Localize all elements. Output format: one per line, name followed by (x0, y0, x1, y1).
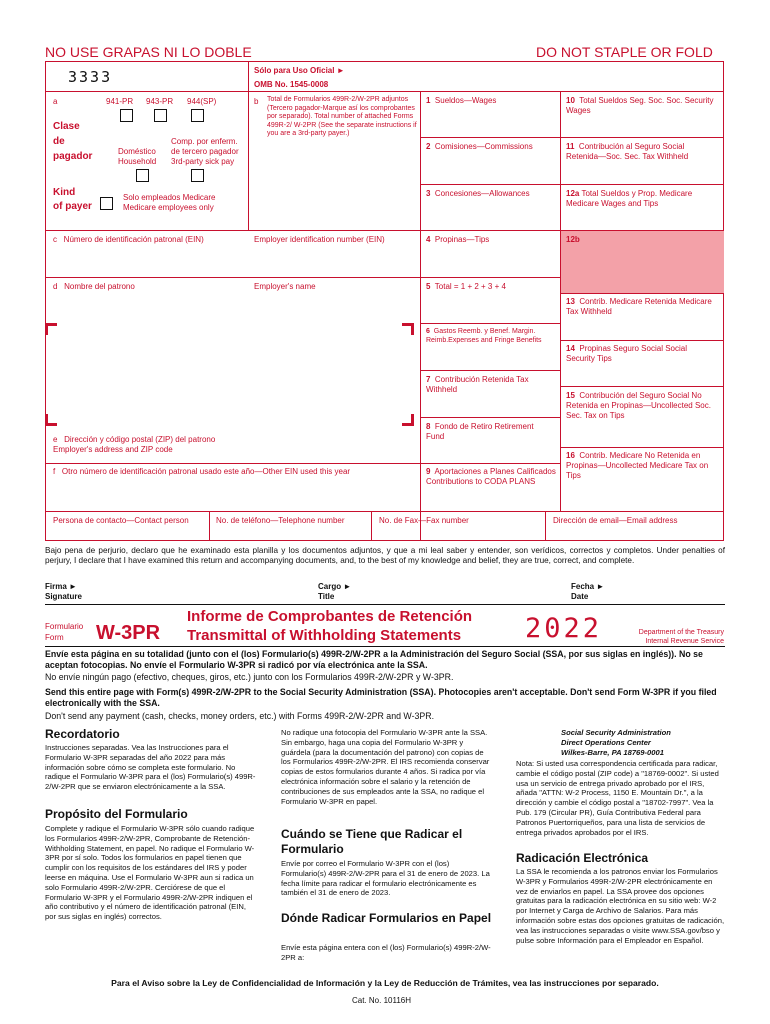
box-12b-label: 12b (566, 235, 580, 244)
ssa-address: Social Security Administration Direct Operations Center Wilkes-Barre, PA 18769-0001 (561, 728, 671, 757)
form-label: Formulario Form (45, 622, 84, 642)
box-2-label: 2 Comisiones—Commissions (426, 142, 533, 151)
box-10-label: 10 Total Sueldos Seg. Soc. Soc. Security Wages (566, 96, 714, 115)
form-id: W-3PR (96, 622, 161, 644)
no-staple-es: NO USE GRAPAS NI LO DOBLE (45, 44, 252, 60)
type-941pr-label: 941-PR (106, 97, 134, 106)
catalog-number: Cat. No. 10116H (352, 996, 411, 1005)
box-4-label: 4 Propinas—Tips (426, 235, 490, 244)
checkbox-medicare-only[interactable] (100, 197, 113, 210)
box-12a-label: 12a Total Sueldos y Prop. Medicare Medicare Wages and Tips (566, 189, 693, 208)
title-label: Cargo ► Title (318, 582, 352, 601)
reminder-heading: Recordatorio (45, 727, 120, 741)
box-6-label: 6 Gastos Reemb. y Benef. Margin. Reimb.Expenses and Fringe Benefits (426, 328, 542, 344)
box-3-label: 3 Concesiones—Allowances (426, 189, 530, 198)
box-8-label: 8 Fondo de Retiro Retirement Fund (426, 422, 534, 441)
department: Department of the Treasury Internal Revenue Service (638, 629, 724, 645)
when-to-file-heading: Cuándo se Tiene que Radicar el Formulario (281, 827, 463, 856)
instruction-4: Don't send any payment (cash, checks, money orders, etc.) with Forms 499R-2/W-2PR and W-3PR. (45, 711, 435, 721)
where-to-file-heading: Dónde Radicar Formularios en Papel (281, 911, 492, 925)
perjury-statement: Bajo pena de perjurio, declaro que he examinado esta planilla y los documentos adjuntos, y que a mi leal saber y entender, son verídicos, correctos y completos. Under penalties of perjury, I declare that I have examined this return and accompanying documents, and, to the best of my knowledge and belief, they are true, correct, and complete. (45, 546, 725, 565)
privacy-notice: Para el Aviso sobre la Ley de Confidencialidad de Información y la Ley de Reducción de Trámites, vea las instrucciones por separado. (111, 978, 659, 988)
box-e-label: e Dirección y código postal (ZIP) del patrono Employer's address and ZIP code (53, 435, 216, 454)
box-d-label: d Nombre del patrono (53, 282, 135, 291)
no-staple-en: DO NOT STAPLE OR FOLD (536, 44, 713, 60)
box-1-label: 1 Sueldos—Wages (426, 96, 497, 105)
instruction-2: No envíe ningún pago (efectivo, cheques, giros, etc.) junto con los Formularios 499R-2/W-2PR y W-3PR. (45, 672, 454, 682)
date-label: Fecha ► Date (571, 582, 605, 601)
domestic-label: Doméstico Household (118, 147, 157, 166)
checkbox-941pr[interactable] (120, 109, 133, 122)
official-use-label: Sólo para Uso Oficial ► (254, 66, 345, 75)
box-12b-shaded (561, 231, 724, 293)
checkbox-third-party-sick-pay[interactable] (191, 169, 204, 182)
purpose-heading: Propósito del Formulario (45, 807, 188, 821)
box-c-label-en: Employer identification number (EIN) (254, 235, 385, 244)
kind-of-payer-label: Kind of payer (53, 187, 92, 212)
box-16-label: 16 Contrib. Medicare No Retenida en Propinas—Uncollected Medicare Tax on Tips (566, 451, 709, 480)
box-14-label: 14 Propinas Seguro Social Social Security Tips (566, 344, 687, 363)
checkbox-household[interactable] (136, 169, 149, 182)
box-b-letter: b (254, 97, 259, 106)
third-party-sick-pay-label: Comp. por enferm. de tercero pagador 3rd-party sick pay (171, 137, 239, 166)
box-a-letter: a (53, 97, 58, 106)
type-944sp-label: 944(SP) (187, 97, 217, 106)
box-b-label: Total de Formularios 499R-2/W-2PR adjuntos (Tercero pagador-Marque así los comprobantes por separado). Total number of attached Forms 499R-2/ W-2PR (See the separate instructions if you are a 3rd-party payer.) (267, 96, 417, 138)
box-11-label: 11 Contribución al Seguro Social Retenida—Soc. Sec. Tax Withheld (566, 142, 689, 161)
checkbox-943pr[interactable] (154, 109, 167, 122)
e-filing-text: La SSA le recomienda a los patronos enviar los Formularios W-3PR y Formularios 499R-2/W-2PR electrónicamente en vez de enviarlos en papel. La SSA provee dos opciones gratuitas para la radicación electrónica en su sitio web: W-2 por Internet y Carga de Archivo de Salarios. Para más información sobre estas dos opciones gratuitas de radicación, vea las instrucciones separadas o visite www.SSA.gov/bso y pulse sobre Información para el Empleador en Español. (516, 867, 725, 945)
instruction-3: Send this entire page with Form(s) 499R-2/W-2PR to the Social Security Administration (SSA). Photocopies aren't acceptable. Don't send Form W-3PR if you filed electronically with the SSA. (45, 687, 717, 708)
signature-label: Firma ► Signature (45, 582, 82, 601)
certified-mail-note: Nota: Si usted usa correspondencia certificada para radicar, cambie el código postal (ZIP code) a "18769-0002". Si usted usa un servicio de entrega privado aprobado por el IRS, añada "ATTN: W-2 Process, 1150 E. Mountain Dr.", a la dirección y cambie el código postal a "18702-7997". Vea la Pub. 179 (Circular PR), Guía Contributiva Federal para Patronos Puertorriqueños, para una lista de servicios de entrega privados aprobados por el IRS. (516, 759, 719, 837)
phone-label: No. de teléfono—Telephone number (216, 516, 345, 525)
checkbox-944sp[interactable] (191, 109, 204, 122)
box-7-label: 7 Contribución Retenida Tax Withheld (426, 375, 529, 394)
type-943pr-label: 943-PR (146, 97, 174, 106)
form-code: 3333 (68, 68, 113, 86)
tax-year: 2022 (525, 613, 603, 644)
box-13-label: 13 Contrib. Medicare Retenida Medicare Tax Withheld (566, 297, 712, 316)
no-photocopy-text: No radique una fotocopia del Formulario W-3PR ante la SSA. Sin embargo, haga una copia del Formulario W-3PR y guárdela (para la documentación del patrono) con copias de los Formularios 499R-2/W-2PR. El IRS recomienda conservar copias de estos formularios durante 4 años. Si radica por vía electrónica información sobre el salario y la retención de contribuciones de sus empleados ante la SSA, no radique el Formulario W-3PR en papel. (281, 728, 490, 806)
box-9-label: 9 Aportaciones a Planes Calificados Contributions to CODA PLANS (426, 467, 556, 486)
clase-label: Clase de pagador (53, 121, 93, 162)
when-to-file-text: Envíe por correo el Formulario W-3PR con el (los) Formulario(s) 499R-2/W-2PR para el 31 de enero de 2023. La fecha límite para radicar el formulario electrónicamente es también el 31 de enero de 2023. (281, 859, 490, 898)
fax-label: No. de Fax—Fax number (379, 516, 469, 525)
contact-person-label: Persona de contacto—Contact person (53, 516, 189, 525)
form-title: Informe de Comprobantes de Retención Transmittal of Withholding Statements (187, 608, 473, 644)
reminder-text: Instrucciones separadas. Vea las Instrucciones para el Formulario W-3PR separadas del año 2022 para más información sobre cómo se completa este formulario. No radique el Formulario W-3PR para el (los) Formulario(s) 499R-2/W-2PR que se enviaron electrónicamente a la SSA. (45, 743, 256, 792)
box-c-label: c Número de identificación patronal (EIN) (53, 235, 204, 244)
e-filing-heading: Radicación Electrónica (516, 851, 649, 865)
where-to-file-text: Envíe esta página entera con el (los) Formulario(s) 499R-2/W-2PR a: (281, 943, 491, 962)
box-d-label-en: Employer's name (254, 282, 316, 291)
box-f-label: f Otro número de identificación patronal usado este año—Other EIN used this year (53, 467, 351, 476)
email-label: Dirección de email—Email address (553, 516, 678, 525)
box-15-label: 15 Contribución del Seguro Social No Retenida en Propinas—Uncollected Soc. Sec. Tax on Tips (566, 391, 711, 420)
omb-number: OMB No. 1545-0008 (254, 80, 329, 89)
instruction-1: Envíe esta página en su totalidad (junto con el (los) Formulario(s) 499R-2/W-2PR a la Administración del Seguro Social (SSA, por sus siglas en inglés)). No se aceptan fotocopias. No envíe el Formulario W-3PR si radicó por vía electrónica ante la SSA. (45, 649, 703, 670)
box-5-label: 5 Total = 1 + 2 + 3 + 4 (426, 282, 506, 291)
medicare-only-label: Solo empleados Medicare Medicare employees only (123, 193, 216, 212)
purpose-text: Complete y radique el Formulario W-3PR sólo cuando radique los Formularios 499R-2/W-2PR, Comprobante de Retención-Withholding Statement, en papel. No radique el Formulario W-3PR por sí solo. Todos los formularios en papel tienen que cumplir con los requisitos de los estándares del IRS y poder leerse en máquina. Use el Formulario W-3PR aun si radica un solo Formulario 499R-2/W-2PR. Cerciórese de que el Formulario W-3PR y el Formulario 499R-2/W-2PR indiquen el año contributivo y el número de identificación patronal (EIN, por sus siglas en inglés) correctos. (45, 824, 255, 922)
